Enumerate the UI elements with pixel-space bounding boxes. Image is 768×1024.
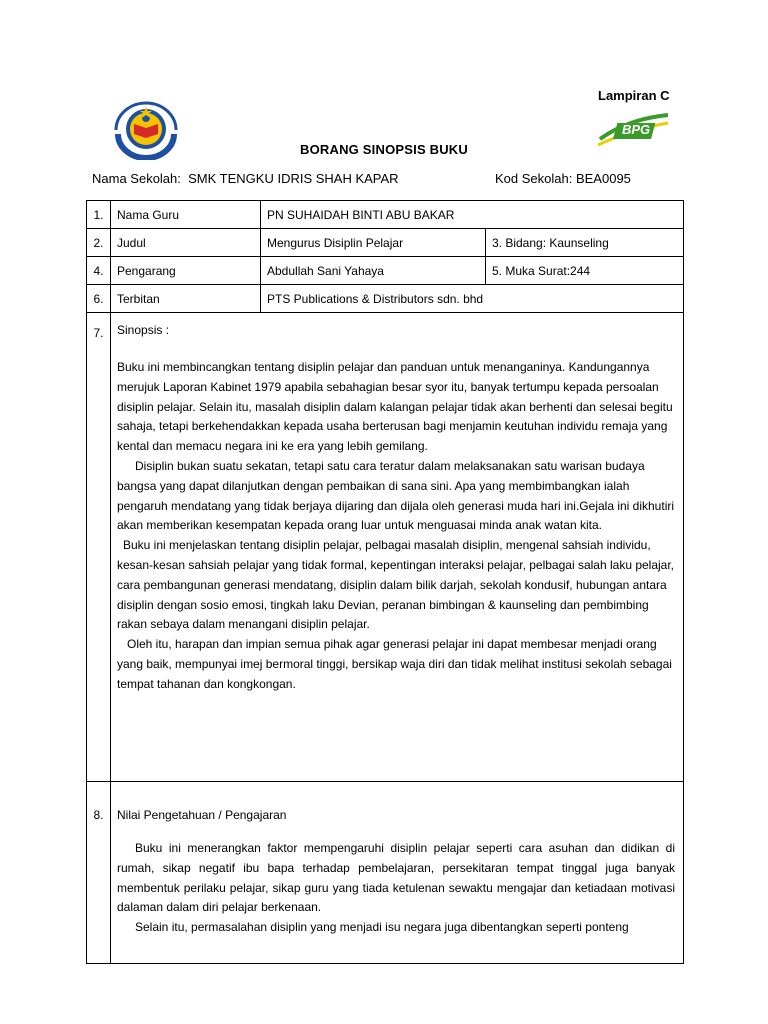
- school-name-label: Nama Sekolah:: [92, 171, 181, 186]
- sinopsis-paragraph-2: Disiplin bukan suatu sekatan, tetapi satu cara teratur dalam melaksanakan satu warisan budaya bangsa yang dapat dilanjutkan dengan pembaikan di sana sini. Apa yang membimbangkan ialah pengaruh mendatang yang tidak berjaya dijaring dan dijala oleh generasi muda hari ini.Gejala ini dikhutiri akan memberikan kesempatan kepada orang luar untuk menguasai minda anak watan kita.: [117, 458, 675, 533]
- row-label: Nama Guru: [111, 201, 261, 229]
- row-number: 2.: [87, 229, 111, 257]
- sinopsis-row: [87, 313, 684, 782]
- row-number: 1.: [87, 201, 111, 229]
- nilai-number: 8.: [87, 782, 111, 964]
- sinopsis-number: 7.: [87, 313, 111, 782]
- row-value: Abdullah Sani Yahaya: [261, 257, 486, 285]
- row-extra: 5. Muka Surat:244: [486, 257, 684, 285]
- school-code-value: BEA0095: [575, 171, 631, 186]
- school-name-value: SMK TENGKU IDRIS SHAH KAPAR: [188, 171, 399, 186]
- bpg-logo-text: BPG: [622, 122, 651, 137]
- nilai-heading: Nilai Pengetahuan / Pengajaran: [117, 808, 287, 822]
- table-row: [87, 257, 684, 285]
- nilai-row: [87, 782, 684, 964]
- table-row: [87, 201, 684, 229]
- row-value: PN SUHAIDAH BINTI ABU BAKAR: [261, 201, 684, 229]
- nilai-paragraph-2: Selain itu, permasalahan disiplin yang menjadi isu negara juga dibentangkan seperti ponteng: [135, 920, 629, 935]
- row-value: PTS Publications & Distributors sdn. bhd: [261, 285, 684, 313]
- synopsis-form-table: [86, 200, 684, 964]
- table-row: [87, 229, 684, 257]
- nilai-paragraph-1: Buku ini menerangkan faktor mempengaruhi disiplin pelajar seperti cara asuhan dan didikan di rumah, sikap negatif ibu bapa terhadap pembelajaran, persekitaran tempat tinggal juga banyak membentuk perilaku pelajar, sikap guru yang tiada ketulenan sewaktu mengajar dan ketiadaan motivasi dalaman dalam diri pelajar berkenaan.: [117, 841, 676, 915]
- row-extra: 3. Bidang: Kaunseling: [486, 229, 684, 257]
- sinopsis-paragraph-4: Oleh itu, harapan dan impian semua pihak agar generasi pelajar ini dapat membesar menjadi orang yang baik, mempunyai imej bermoral tinggi, bersikap waja diri dan tidak melihat institusi sekolah sebagai tempat tahanan dan kongkongan.: [117, 637, 672, 691]
- school-code-label: Kod Sekolah:: [495, 171, 573, 186]
- school-code-line: [495, 171, 631, 186]
- sinopsis-paragraph-1: Buku ini membincangkan tentang disiplin pelajar dan panduan untuk menanganinya. Kandungannya merujuk Laporan Kabinet 1979 apabila sebahagian besar syor itu, banyak tertumpu kepada persoalan disiplin pelajar. Selain itu, masalah disiplin dalam kalangan pelajar tidak akan berhenti dan selesai begitu sahaja, tetapi berkehendakkan kepada usaha berterusan bagi menjamin keutuhan individu remaja yang kental dan memacu negara ini ke era yang lebih gemilang.: [117, 360, 673, 454]
- row-label: Terbitan: [111, 285, 261, 313]
- row-value: Mengurus Disiplin Pelajar: [261, 229, 486, 257]
- nilai-cell: [111, 782, 684, 964]
- row-number: 4.: [87, 257, 111, 285]
- sinopsis-cell: [111, 313, 684, 782]
- sinopsis-heading: Sinopsis :: [117, 323, 170, 337]
- school-name-line: [92, 171, 399, 186]
- sinopsis-paragraph-3: Buku ini menjelaskan tentang disiplin pelajar, pelbagai masalah disiplin, mengenal sahsiah individu, kesan-kesan sahsiah pelajar yang tidak formal, kepentingan interaksi pelajar, pelbagai salah laku pelajar, cara pembangunan generasi mendatang, disiplin dalam bilik darjah, sekolah kondusif, hubungan antara disiplin dengan sosio emosi, tingkah laku Devian, peranan bimbingan & kaunseling dan pembimbing rakan sebaya dalam menangani disiplin pelajar.: [117, 538, 675, 632]
- row-label: Pengarang: [111, 257, 261, 285]
- lampiran-label: Lampiran C: [598, 88, 670, 103]
- row-label: Judul: [111, 229, 261, 257]
- row-number: 6.: [87, 285, 111, 313]
- form-title: BORANG SINOPSIS BUKU: [300, 142, 468, 157]
- table-row: [87, 285, 684, 313]
